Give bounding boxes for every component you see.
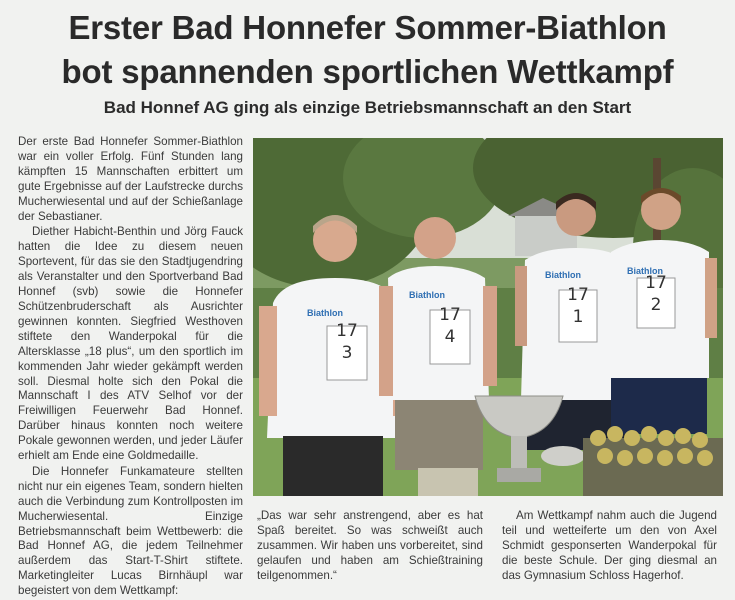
article-column-right (502, 509, 717, 584)
bib-number: 17 (336, 321, 358, 341)
quote-paragraph: „Das war sehr anstrengend, aber es hat Spaß bereitet. So was schweißt auch zusammen. Wir haben uns vorbereitet, sind gelaufen und haben am Schießtraining teilgenommen.“ (257, 509, 483, 582)
headline-line-1: Erster Bad Honnefer Sommer-Biathlon (68, 9, 667, 46)
bib-number: 17 (645, 273, 667, 293)
paragraph: Diether Habicht-Benthin und Jörg Fauck hatten die Idee zu diesem neuen Sportevent, für das sie den Stadtjugendring als Veranstalter und den Sportverband Bad Honnef (svb) sowie die Honnefer Schützenbruderschaft als Ausrichter gewinnen konnten. Siegfried Westhoven stiftete den Wanderpokal für die Altersklasse „18 plus“, um den sportlich im kommenden Jahr wieder gekämpft werden soll. Diesmal holte sich den Pokal die Mannschaft I des ATV Selhof vor der Freiwilligen Feuerwehr Bad Honnef. Darüber hinaus konnten noch weitere Pokale gewonnen werden, und jeder Läufer erhielt am Ende eine Goldmedaille. (18, 225, 243, 463)
bib-number: 2 (650, 295, 662, 315)
bib-number: 17 (567, 285, 589, 305)
bib-number: 4 (444, 327, 456, 347)
bib-number: 1 (572, 307, 584, 327)
headline (0, 6, 735, 94)
subheadline: Bad Honnef AG ging als einzige Betriebsmannschaft an den Start (103, 98, 632, 117)
paragraph: Der erste Bad Honnefer Sommer-Biathlon war ein voller Erfolg. Fünf Stunden lang kämpften 15 Mannschaften erbittert um gute Ergebnisse auf der Laufstrecke durchs Mucherwiesental und auf der Schießanlage der Sebastianer. (18, 135, 243, 223)
paragraph: Am Wettkampf nahm auch die Jugend teil und wetteiferte um den von Axel Schmidt gesponserten Wanderpokal für die beste Schule. Der ging diesmal an das Gymnasium Schloss Hagerhof. (502, 509, 717, 582)
shirt-logo-text: Biathlon (307, 308, 343, 318)
bib-number: 3 (341, 343, 353, 363)
team-photo (253, 138, 723, 496)
paragraph: Die Honnefer Funkamateure stellten nicht nur ein eigenes Team, sondern hielten auch die Verbindung zum Kontrollposten im Mucherwiesental. Einzige Betriebsmannschaft beim Wettbewerb: die Bad Honnef AG, die jedem Teilnehmer außerdem das Start-T-Shirt stiftete. Marketingleiter Lucas Birnhäupl war begeistert von dem Wettkampf: (18, 464, 243, 598)
shirt-logo-text: Biathlon (409, 290, 445, 300)
article-column-left (18, 135, 243, 599)
shirt-logo-text: Biathlon (627, 266, 663, 276)
bib-number: 17 (439, 305, 461, 325)
shirt-logo-text: Biathlon (545, 270, 581, 280)
article-column-middle (257, 509, 483, 584)
headline-line-2: bot spannenden sportlichen Wettkampf (61, 53, 674, 90)
